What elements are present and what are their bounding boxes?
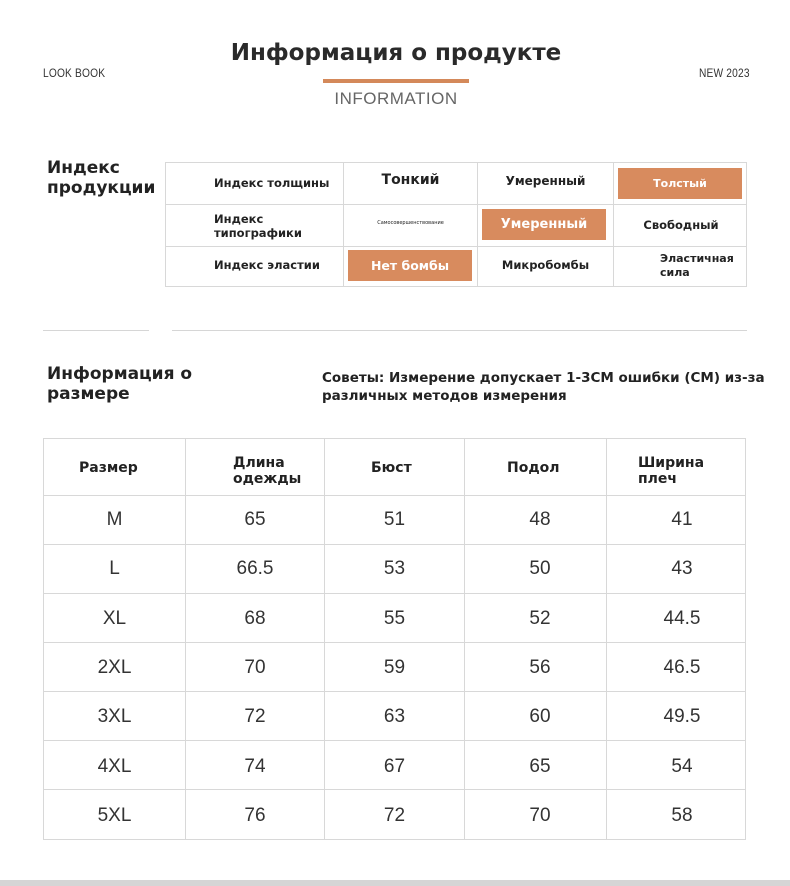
grid-line	[44, 691, 745, 692]
grid-line	[464, 439, 465, 839]
grid-line	[606, 439, 607, 839]
section-divider	[43, 330, 149, 331]
table-cell: 65	[244, 509, 266, 530]
table-cell: 4XL	[97, 756, 132, 777]
page-subtitle: INFORMATION	[334, 89, 458, 108]
section-divider	[172, 330, 747, 331]
table-cell: 58	[671, 805, 693, 826]
product-index-table	[165, 162, 747, 287]
grid-line	[185, 439, 186, 839]
grid-line	[44, 544, 745, 545]
grid-line	[44, 593, 745, 594]
elasticity-option-elastic: Эластичная сила	[660, 252, 734, 279]
table-cell: 65	[529, 756, 551, 777]
table-cell: 46.5	[663, 657, 701, 678]
table-cell: 2XL	[97, 657, 132, 678]
table-cell: 44.5	[663, 608, 701, 629]
measurement-tips: Советы: Измерение допускает 1-3CM ошибки (CM) из-за различных методов измерения	[322, 370, 765, 404]
grid-line	[44, 740, 745, 741]
page-title: Информация о продукте	[230, 40, 562, 66]
table-cell: 53	[383, 558, 406, 579]
elasticity-option-micro: Микробомбы	[501, 258, 590, 272]
thickness-option-thick-selected: Толстый	[618, 168, 742, 199]
table-cell: XL	[102, 608, 127, 629]
table-cell: 66.5	[236, 558, 274, 579]
table-cell: 60	[529, 706, 551, 727]
table-cell: 56	[529, 657, 551, 678]
typography-option-self: Самосовершенствование	[377, 220, 444, 226]
elasticity-index-label: Индекс эластии	[214, 258, 320, 272]
grid-line	[166, 204, 746, 205]
elasticity-option-none-selected: Нет бомбы	[348, 250, 472, 281]
table-cell: L	[109, 558, 120, 579]
grid-line	[324, 439, 325, 839]
table-cell: 52	[529, 608, 551, 629]
table-cell: 50	[529, 558, 551, 579]
header-shoulder: Ширина плеч	[638, 455, 705, 487]
table-cell: 3XL	[97, 706, 132, 727]
table-cell: 51	[383, 509, 406, 530]
table-cell: 70	[529, 805, 551, 826]
table-cell: 55	[383, 608, 406, 629]
grid-line	[44, 642, 745, 643]
typography-option-free: Свободный	[643, 218, 719, 232]
brand-label: LOOK BOOK	[43, 66, 106, 80]
table-cell: 67	[383, 756, 406, 777]
table-cell: 74	[244, 756, 266, 777]
size-info-label: Информация о размере	[47, 364, 193, 404]
table-cell: 63	[383, 706, 406, 727]
table-cell: 72	[244, 706, 266, 727]
table-cell: 5XL	[97, 805, 132, 826]
typography-index-label: Индекс типографики	[214, 212, 302, 240]
table-cell: 43	[671, 558, 693, 579]
header-hem: Подол	[507, 460, 560, 476]
thickness-option-thin: Тонкий	[381, 172, 440, 188]
table-cell: 54	[671, 756, 693, 777]
table-cell: 72	[383, 805, 406, 826]
table-cell: M	[106, 509, 123, 530]
grid-line	[44, 495, 745, 496]
season-label: NEW 2023	[699, 66, 750, 80]
grid-line	[44, 789, 745, 790]
table-cell: 59	[383, 657, 406, 678]
thickness-index-label: Индекс толщины	[214, 176, 330, 190]
bottom-border	[0, 880, 790, 886]
table-cell: 68	[244, 608, 266, 629]
table-cell: 48	[529, 509, 551, 530]
header-bust: Бюст	[371, 460, 412, 476]
table-cell: 70	[244, 657, 266, 678]
grid-line	[166, 246, 746, 247]
product-index-label: Индекс продукции	[47, 158, 156, 198]
thickness-option-moderate: Умеренный	[505, 174, 586, 188]
header-size: Размер	[79, 460, 138, 476]
table-cell: 41	[671, 509, 693, 530]
typography-option-moderate-selected: Умеренный	[482, 209, 606, 240]
header-length: Длина одежды	[233, 455, 302, 487]
title-accent-bar	[323, 79, 469, 83]
table-cell: 49.5	[663, 706, 701, 727]
table-cell: 76	[244, 805, 266, 826]
size-table	[43, 438, 746, 840]
